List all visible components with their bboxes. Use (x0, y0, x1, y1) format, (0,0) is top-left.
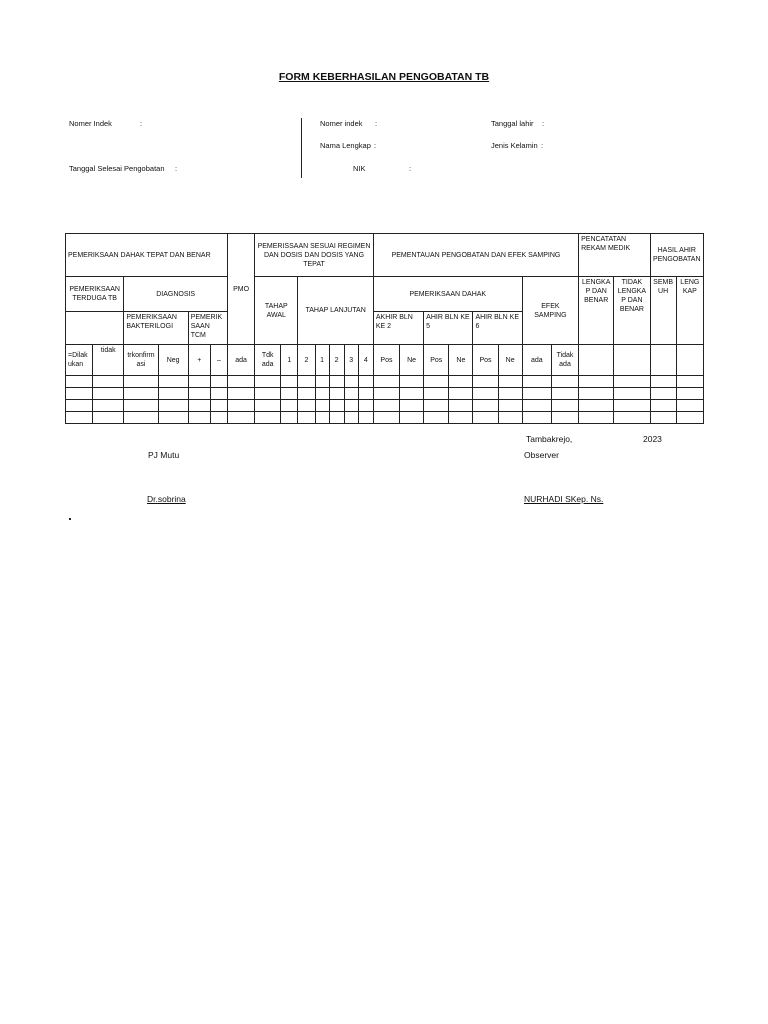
empty-cell (66, 312, 124, 345)
cell-ada: ada (522, 345, 551, 376)
tanggal-selesai-label: Tanggal Selesai Pengobatan (69, 164, 165, 173)
colon: : (175, 164, 178, 173)
cell-pos: Pos (424, 345, 449, 376)
header-pem-dahak: PEMERIKSAAN DAHAK (373, 277, 522, 312)
header-pmo: PMO (228, 234, 255, 345)
cell-ada: ada (228, 345, 255, 376)
pj-mutu-label: PJ Mutu (148, 450, 180, 460)
cell-ne: Ne (400, 345, 424, 376)
year-text: 2023 (643, 434, 662, 444)
cell-awal-1: 1 (281, 345, 298, 376)
doctor-name: Dr.sobrina (147, 494, 186, 504)
header-lengkap: LENGKAP DAN BENAR (579, 277, 614, 345)
header-regimen: PEMERISSAAN SESUAI REGIMEN DAN DOSIS DAN DOSIS YANG TEPAT (255, 234, 374, 277)
cell-tdk-ada: Tdk ada (255, 345, 281, 376)
empty-cell (614, 345, 650, 376)
header-tahap-awal: TAHAP AWAL (255, 277, 298, 345)
cell-neg: Neg (158, 345, 188, 376)
cell-pos: Pos (373, 345, 399, 376)
header-tidak-lengkap: TIDAK LENGKAP DAN BENAR (614, 277, 650, 345)
observer-label: Observer (524, 450, 559, 460)
colon: : (140, 119, 143, 128)
nomor-indek-label-right: Nomer indek (320, 119, 363, 128)
header-ahir-5: AHIR BLN KE 5 (424, 312, 473, 345)
cell-minus: – (210, 345, 227, 376)
cell-lanjut-4: 4 (358, 345, 373, 376)
cell-lanjut-3: 3 (344, 345, 358, 376)
header-pementauan: PEMENTAUAN PENGOBATAN DAN EFEK SAMPING (373, 234, 578, 277)
cell-awal-2: 2 (298, 345, 315, 376)
cell-pos: Pos (473, 345, 498, 376)
header-hasil: HASIL AHIR PENGOBATAN (650, 234, 703, 277)
cell-dilakukan: =Dilakukan (66, 345, 93, 376)
nik-label: NIK (353, 164, 366, 173)
empty-cell (650, 345, 676, 376)
header-akhir-2: AKHIR BLN KE 2 (373, 312, 423, 345)
table-row (66, 400, 704, 412)
header-lengkap-hasil: LENGKAP (676, 277, 703, 345)
observer-name: NURHADI SKep. Ns. (524, 494, 604, 504)
cell-plus: + (188, 345, 210, 376)
jenis-kelamin-label: Jenis Kelamin (491, 141, 538, 150)
colon: : (541, 141, 544, 150)
cell-lanjut-2: 2 (329, 345, 344, 376)
cell-ne: Ne (498, 345, 522, 376)
header-tahap-lanjutan: TAHAP LANJUTAN (298, 277, 373, 345)
empty-cell (676, 345, 703, 376)
header-diagnosis: DIAGNOSIS (124, 277, 228, 312)
cell-tidak: tidak (93, 345, 124, 376)
evaluation-table (65, 233, 704, 424)
table-row (66, 388, 704, 400)
cell-lanjut-1: 1 (315, 345, 329, 376)
cell-trkonfirmasi: trkonfirmasi (124, 345, 158, 376)
header-ahir-6: AHIR BLN KE 6 (473, 312, 522, 345)
form-title: FORM KEBERHASILAN PENGOBATAN TB (278, 71, 490, 83)
nama-lengkap-label: Nama Lengkap (320, 141, 371, 150)
colon: : (409, 164, 412, 173)
header-sembuh: SEMBUH (650, 277, 676, 345)
dot-mark (69, 518, 71, 520)
colon: : (374, 141, 377, 150)
cell-ne: Ne (449, 345, 473, 376)
empty-cell (579, 345, 614, 376)
header-tcm: PEMERIKSAAN TCM (188, 312, 227, 345)
cell-tidak-ada: Tidak ada (551, 345, 578, 376)
nomor-indek-label-left: Nomer Indek (69, 119, 112, 128)
divider-line (301, 118, 302, 178)
header-terduga: PEMERIKSAAN TERDUGA TB (66, 277, 124, 312)
header-pencatatan: PENCATATAN REKAM MEDIK (579, 234, 650, 277)
place-text: Tambakrejo, (526, 434, 573, 444)
tanggal-lahir-label: Tanggal lahir (491, 119, 534, 128)
colon: : (375, 119, 378, 128)
header-efek: EFEK SAMPING (522, 277, 578, 345)
colon: : (542, 119, 545, 128)
header-pemeriksaan-dahak: PEMERIKSAAN DAHAK TEPAT DAN BENAR (66, 234, 228, 277)
table-row (66, 376, 704, 388)
table-row (66, 412, 704, 424)
header-bakteri: PEMERIKSAAN BAKTERILOGI (124, 312, 188, 345)
